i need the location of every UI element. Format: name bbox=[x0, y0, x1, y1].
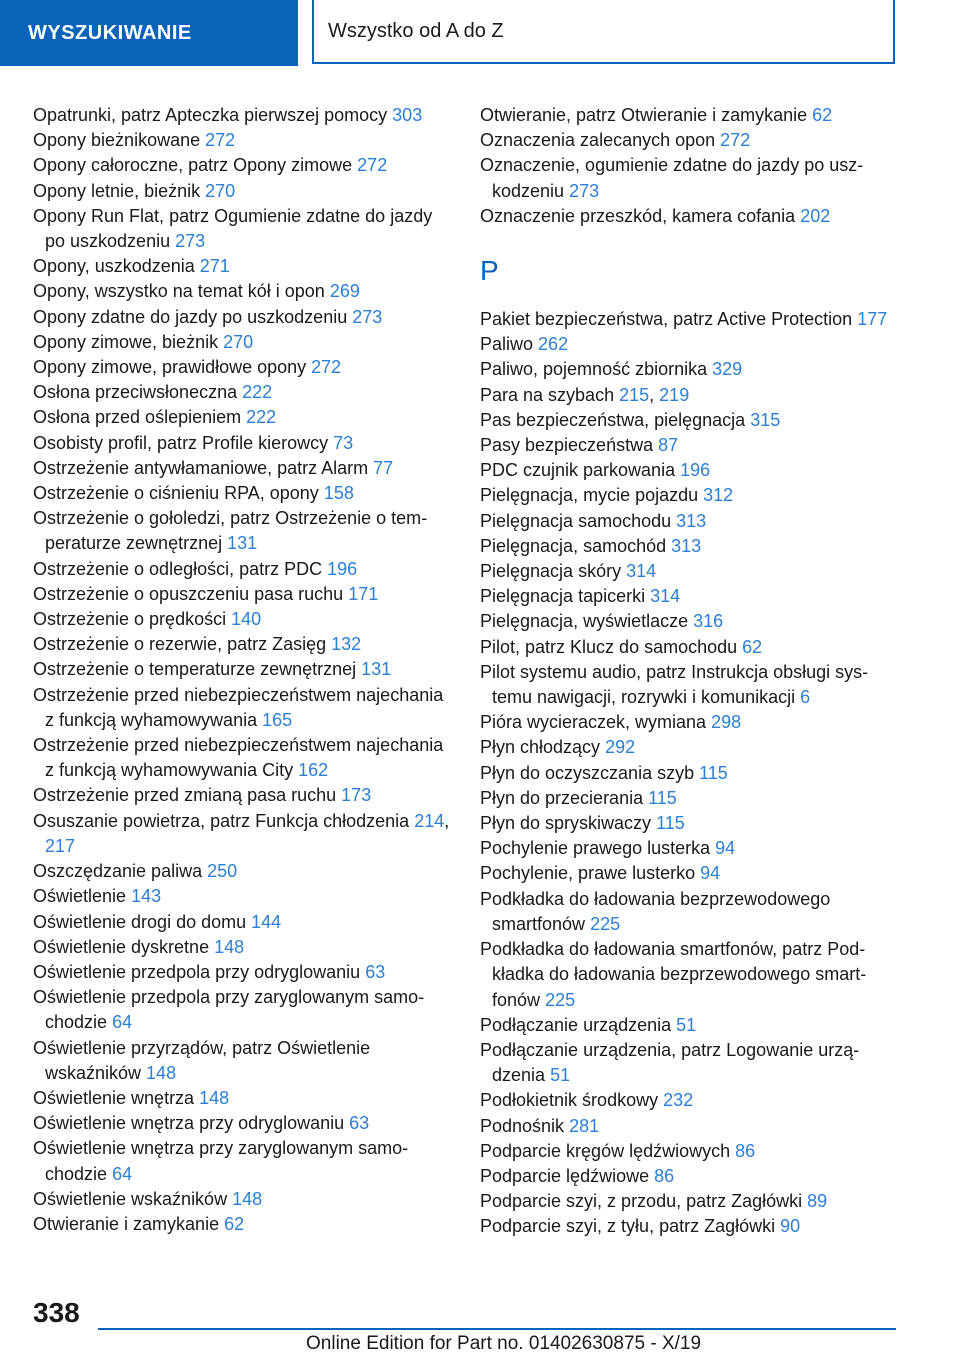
index-entry bbox=[480, 635, 900, 660]
page-link[interactable]: 314 bbox=[626, 561, 657, 582]
section-tab[interactable]: WYSZUKIWANIE bbox=[0, 0, 298, 66]
index-entry-label: Podnośnik bbox=[480, 1115, 565, 1136]
index-entry bbox=[33, 1111, 451, 1136]
index-entry bbox=[480, 458, 900, 483]
index-entry bbox=[33, 557, 451, 582]
index-entry bbox=[480, 937, 900, 1013]
index-entry bbox=[33, 431, 451, 456]
page-link[interactable]: 219 bbox=[659, 384, 690, 405]
index-entry bbox=[480, 1038, 900, 1088]
index-entry bbox=[33, 985, 451, 1035]
index-entry-label: Podłączanie urządzenia, patrz Logowanie urządzenia bbox=[480, 1039, 860, 1086]
index-entry-label: Oznaczenie przeszkód, kamera cofania bbox=[480, 205, 796, 226]
index-entry bbox=[33, 1136, 451, 1186]
footer-edition-text: Online Edition for Part no. 01402630875 - X/19 bbox=[306, 1333, 702, 1354]
index-entry-label: Otwieranie i zamykanie bbox=[33, 1213, 220, 1234]
index-entry bbox=[33, 809, 451, 859]
page-link[interactable]: 86 bbox=[735, 1140, 756, 1161]
page-link[interactable]: 316 bbox=[693, 611, 724, 632]
index-entry-label: Płyn do spryskiwaczy bbox=[480, 813, 652, 834]
index-entry-label: Pielęgnacja tapicerki bbox=[480, 586, 646, 607]
index-entry bbox=[480, 836, 900, 861]
index-entry-label: Podkładka do ładowania smartfonów, patrz Podkładka do ładowania bezprzewodowego smartfonów bbox=[480, 939, 867, 1010]
index-entry-label: Opony, uszkodzenia bbox=[33, 256, 195, 277]
index-entry-label: Ostrzeżenie o temperaturze zewnętrznej bbox=[33, 659, 357, 680]
index-entry-label: Para na szybach bbox=[480, 384, 615, 405]
index-entry-label: Pielęgnacja, samochód bbox=[480, 535, 667, 556]
index-entry-label: Ostrzeżenie antywłamaniowe, patrz Alarm bbox=[33, 457, 369, 478]
index-entry bbox=[33, 910, 451, 935]
index-entry-label: Opony Run Flat, patrz Ogumienie zdatne do jazdy po uszkodzeniu bbox=[33, 205, 433, 252]
index-column-right bbox=[480, 103, 900, 1240]
index-entry-label: Paliwo, pojemność zbiornika bbox=[480, 359, 708, 380]
page-link[interactable]: 63 bbox=[349, 1113, 370, 1134]
page-link[interactable]: 225 bbox=[590, 913, 621, 934]
index-entry bbox=[480, 786, 900, 811]
page-link[interactable]: 222 bbox=[242, 382, 273, 403]
index-column-left bbox=[33, 103, 451, 1237]
page-separator: , bbox=[444, 810, 450, 831]
page-link[interactable]: 64 bbox=[112, 1163, 133, 1184]
page-link[interactable]: 148 bbox=[199, 1087, 230, 1108]
index-entry bbox=[480, 1013, 900, 1038]
index-entry-label: Oznaczenia zalecanych opon bbox=[480, 130, 716, 151]
index-entry bbox=[33, 204, 451, 254]
page-link[interactable]: 87 bbox=[658, 435, 679, 456]
page-link[interactable]: 73 bbox=[333, 432, 354, 453]
index-entry-label: Podłokietnik środkowy bbox=[480, 1090, 659, 1111]
index-entry-label: Ostrzeżenie przed niebezpieczeństwem najechania z funkcją wyhamowywania bbox=[33, 684, 444, 730]
index-entry-label: Oszczędzanie paliwa bbox=[33, 861, 203, 882]
page-link[interactable]: 51 bbox=[550, 1065, 571, 1086]
page-link[interactable]: 273 bbox=[569, 180, 600, 201]
index-entry bbox=[480, 584, 900, 609]
index-entry bbox=[480, 408, 900, 433]
page-link[interactable]: 298 bbox=[711, 712, 742, 733]
page-link[interactable]: 132 bbox=[331, 634, 362, 655]
index-entry bbox=[33, 733, 451, 783]
index-entry bbox=[480, 710, 900, 735]
index-entry bbox=[33, 1086, 451, 1111]
page-link[interactable]: 217 bbox=[45, 835, 76, 856]
index-entry bbox=[33, 128, 451, 153]
index-entry bbox=[480, 1214, 900, 1239]
page-link[interactable]: 131 bbox=[361, 659, 392, 680]
index-entry-label: Ostrzeżenie przed zmianą pasa ruchu bbox=[33, 785, 337, 806]
index-entry bbox=[33, 330, 451, 355]
index-entry-label: Osłona przeciwsłoneczna bbox=[33, 382, 238, 403]
page-link[interactable]: 144 bbox=[251, 911, 282, 932]
index-entry-label: Opony zimowe, prawidłowe opony bbox=[33, 357, 307, 378]
page-link[interactable]: 63 bbox=[365, 961, 386, 982]
page-link[interactable]: 6 bbox=[800, 687, 811, 708]
index-entry bbox=[33, 506, 451, 556]
index-entry bbox=[33, 1187, 451, 1212]
page-link[interactable]: 162 bbox=[298, 760, 329, 781]
index-entry bbox=[480, 609, 900, 634]
index-entry bbox=[33, 179, 451, 204]
index-entry-label: Ostrzeżenie o rezerwie, patrz Zasięg bbox=[33, 634, 327, 655]
index-entry bbox=[33, 279, 451, 304]
index-entry bbox=[33, 582, 451, 607]
index-entry-label: Osobisty profil, patrz Profile kierowcy bbox=[33, 432, 329, 453]
page-link[interactable]: 312 bbox=[703, 485, 734, 506]
page-link[interactable]: 148 bbox=[146, 1062, 177, 1083]
page-link[interactable]: 272 bbox=[205, 130, 236, 151]
index-entry bbox=[33, 380, 451, 405]
index-entry bbox=[33, 683, 451, 733]
page-title: Wszystko od A do Z bbox=[312, 0, 895, 64]
footer-divider bbox=[98, 1328, 896, 1330]
page-link[interactable]: 272 bbox=[311, 357, 342, 378]
page-link[interactable]: 222 bbox=[246, 407, 277, 428]
index-entry bbox=[480, 660, 900, 710]
index-list-left bbox=[33, 103, 451, 1237]
page-link[interactable]: 115 bbox=[699, 762, 728, 783]
index-entry bbox=[480, 1139, 900, 1164]
index-entry-label: Podparcie szyi, z tyłu, patrz Zagłówki bbox=[480, 1216, 776, 1237]
index-list-right-bottom bbox=[480, 307, 900, 1240]
index-entry-label: Podparcie lędźwiowe bbox=[480, 1165, 650, 1186]
index-entry bbox=[33, 960, 451, 985]
index-entry-label: Pilot systemu audio, patrz Instrukcja obsługi systemu nawigacji, rozrywki i komunikacji bbox=[480, 661, 869, 708]
index-entry-label: Oświetlenie wnętrza bbox=[33, 1087, 195, 1108]
index-entry bbox=[33, 632, 451, 657]
index-entry-label: Osuszanie powietrza, patrz Funkcja chłodzenia bbox=[33, 810, 410, 831]
index-entry-label: Pielęgnacja, mycie pojazdu bbox=[480, 485, 699, 506]
page-link[interactable]: 143 bbox=[131, 886, 162, 907]
page-link[interactable]: 165 bbox=[262, 709, 293, 730]
page-link[interactable]: 270 bbox=[205, 180, 236, 201]
page-number: 338 bbox=[33, 1297, 80, 1328]
index-entry-label: Pilot, patrz Klucz do samochodu bbox=[480, 636, 738, 657]
index-entry-label: Opony zdatne do jazdy po uszkodzeniu bbox=[33, 306, 348, 327]
index-entry-label: Paliwo bbox=[480, 334, 534, 355]
page-link[interactable]: 281 bbox=[569, 1115, 600, 1136]
index-entry-label: Oświetlenie przedpola przy odryglowaniu bbox=[33, 961, 361, 982]
page-link[interactable]: 171 bbox=[348, 583, 379, 604]
index-entry-label: Ostrzeżenie o gołoledzi, patrz Ostrzeżenie o temperaturze zewnętrznej bbox=[33, 508, 428, 554]
page-link[interactable]: 271 bbox=[199, 256, 230, 277]
page-link[interactable]: 51 bbox=[676, 1014, 697, 1035]
page-link[interactable]: 89 bbox=[807, 1191, 828, 1212]
index-entry bbox=[480, 761, 900, 786]
index-entry bbox=[33, 884, 451, 909]
page-link[interactable]: 177 bbox=[857, 309, 888, 330]
index-entry-label: Oświetlenie wskaźników bbox=[33, 1188, 228, 1209]
index-entry-label: Pielęgnacja, wyświetlacze bbox=[480, 611, 689, 632]
index-entry-label: Oświetlenie bbox=[33, 886, 127, 907]
index-entry bbox=[480, 1164, 900, 1189]
index-entry bbox=[33, 153, 451, 178]
page-link[interactable]: 313 bbox=[676, 510, 707, 531]
page-link[interactable]: 140 bbox=[231, 609, 262, 630]
index-entry bbox=[33, 1212, 451, 1237]
index-entry bbox=[480, 1114, 900, 1139]
page-link[interactable]: 225 bbox=[545, 989, 576, 1010]
page-link[interactable]: 158 bbox=[323, 483, 354, 504]
index-entry-label: Podłączanie urządzenia bbox=[480, 1014, 672, 1035]
index-entry bbox=[480, 383, 900, 408]
page-link[interactable]: 329 bbox=[712, 359, 743, 380]
page-link[interactable]: 115 bbox=[656, 813, 685, 834]
page-link[interactable]: 64 bbox=[112, 1012, 133, 1033]
index-entry-label: Podparcie kręgów lędźwiowych bbox=[480, 1140, 731, 1161]
index-entry bbox=[33, 607, 451, 632]
index-entry bbox=[480, 307, 900, 332]
page-link[interactable]: 90 bbox=[780, 1216, 801, 1237]
page-link[interactable]: 272 bbox=[357, 155, 388, 176]
index-entry-label: Płyn chłodzący bbox=[480, 737, 601, 758]
page-separator: , bbox=[649, 384, 655, 405]
index-entry bbox=[33, 456, 451, 481]
index-entry-label: Pielęgnacja skóry bbox=[480, 561, 622, 582]
page-link[interactable]: 173 bbox=[341, 785, 372, 806]
page-link[interactable]: 148 bbox=[232, 1188, 263, 1209]
index-entry-label: Oświetlenie przyrządów, patrz Oświetlenie wskaźników bbox=[33, 1037, 371, 1083]
index-entry bbox=[33, 305, 451, 330]
index-entry-label: Opony letnie, bieżnik bbox=[33, 180, 201, 201]
page-link[interactable]: 292 bbox=[605, 737, 636, 758]
index-entry bbox=[480, 357, 900, 382]
page-link[interactable]: 62 bbox=[812, 105, 833, 125]
index-entry bbox=[480, 483, 900, 508]
page-link[interactable]: 232 bbox=[663, 1090, 694, 1111]
index-entry bbox=[480, 861, 900, 886]
page-link[interactable]: 314 bbox=[650, 586, 681, 607]
index-entry bbox=[480, 559, 900, 584]
index-entry-label: Pakiet bezpieczeństwa, patrz Active Protection bbox=[480, 309, 853, 330]
index-entry-label: Oznaczenie, ogumienie zdatne do jazdy po uszkodzeniu bbox=[480, 155, 864, 201]
page-link[interactable]: 148 bbox=[214, 936, 245, 957]
index-entry-label: Ostrzeżenie przed niebezpieczeństwem najechania z funkcją wyhamowywania City bbox=[33, 735, 444, 781]
index-entry-label: Opony całoroczne, patrz Opony zimowe bbox=[33, 155, 353, 176]
page-link[interactable]: 313 bbox=[671, 535, 702, 556]
page-link[interactable]: 77 bbox=[373, 457, 394, 478]
index-entry-label: Pióra wycieraczek, wymiana bbox=[480, 712, 707, 733]
page-link[interactable]: 94 bbox=[700, 863, 721, 884]
index-entry-label: Opony zimowe, bieżnik bbox=[33, 331, 219, 352]
page-link[interactable]: 272 bbox=[720, 130, 751, 151]
page-header bbox=[0, 0, 960, 66]
page-link[interactable]: 315 bbox=[750, 409, 781, 430]
index-entry bbox=[33, 783, 451, 808]
index-entry bbox=[480, 534, 900, 559]
index-entry-label: Podparcie szyi, z przodu, patrz Zagłówki bbox=[480, 1191, 803, 1212]
page-link[interactable]: 215 bbox=[619, 384, 650, 405]
index-entry-label: Pochylenie prawego lusterka bbox=[480, 838, 711, 859]
page-link[interactable]: 94 bbox=[715, 838, 736, 859]
index-entry-label: Płyn do oczyszczania szyb bbox=[480, 762, 695, 783]
page-link[interactable]: 273 bbox=[352, 306, 383, 327]
index-entry bbox=[33, 103, 451, 128]
index-entry-label: PDC czujnik parkowania bbox=[480, 460, 676, 481]
index-entry-label: Osłona przed oślepieniem bbox=[33, 407, 242, 428]
index-entry bbox=[33, 1036, 451, 1086]
index-entry bbox=[33, 355, 451, 380]
index-entry-label: Oświetlenie wnętrza przy zaryglowanym samochodzie bbox=[33, 1138, 409, 1184]
index-entry-label: Ostrzeżenie o odległości, patrz PDC bbox=[33, 558, 323, 579]
index-entry-label: Oświetlenie przedpola przy zaryglowanym samochodzie bbox=[33, 987, 425, 1033]
index-entry-label: Płyn do przecierania bbox=[480, 787, 644, 808]
index-entry-label: Opony bieżnikowane bbox=[33, 130, 201, 151]
index-entry bbox=[480, 887, 900, 937]
page-link[interactable]: 262 bbox=[538, 334, 569, 355]
page-link[interactable]: 62 bbox=[742, 636, 763, 657]
page-link[interactable]: 62 bbox=[224, 1213, 245, 1234]
index-entry-label: Pas bezpieczeństwa, pielęgnacja bbox=[480, 409, 746, 430]
index-entry-label: Pasy bezpieczeństwa bbox=[480, 435, 654, 456]
index-entry bbox=[480, 153, 900, 203]
index-entry bbox=[33, 481, 451, 506]
page-link[interactable]: 250 bbox=[207, 861, 238, 882]
index-entry bbox=[480, 1189, 900, 1214]
index-entry-label: Opony, wszystko na temat kół i opon bbox=[33, 281, 325, 302]
page-link[interactable]: 202 bbox=[800, 205, 831, 226]
index-entry-label: Podkładka do ładowania bezprzewodowego smartfonów bbox=[480, 888, 831, 934]
index-entry-label: Otwieranie, patrz Otwieranie i zamykanie bbox=[480, 105, 808, 125]
page-link[interactable]: 131 bbox=[227, 533, 258, 554]
index-entry bbox=[33, 405, 451, 430]
index-entry-label: Ostrzeżenie o ciśnieniu RPA, opony bbox=[33, 483, 319, 504]
index-entry bbox=[480, 332, 900, 357]
page-link[interactable]: 214 bbox=[414, 810, 445, 831]
index-list-right-top bbox=[480, 103, 900, 229]
index-entry bbox=[480, 1088, 900, 1113]
page-link[interactable]: 196 bbox=[680, 460, 711, 481]
index-entry-label: Opatrunki, patrz Apteczka pierwszej pomocy bbox=[33, 105, 388, 125]
index-entry bbox=[480, 103, 900, 128]
index-entry bbox=[480, 204, 900, 229]
page-link[interactable]: 86 bbox=[654, 1165, 675, 1186]
index-entry bbox=[480, 735, 900, 760]
index-entry-label: Oświetlenie wnętrza przy odryglowaniu bbox=[33, 1113, 345, 1134]
page-link[interactable]: 270 bbox=[223, 331, 254, 352]
index-entry-label: Pochylenie, prawe lusterko bbox=[480, 863, 696, 884]
page-link[interactable]: 273 bbox=[175, 231, 206, 252]
index-entry-label: Ostrzeżenie o prędkości bbox=[33, 609, 227, 630]
page-link[interactable]: 269 bbox=[329, 281, 360, 302]
section-letter-p: P bbox=[480, 255, 499, 287]
index-entry-label: Oświetlenie dyskretne bbox=[33, 936, 210, 957]
index-entry bbox=[480, 433, 900, 458]
page-link[interactable]: 115 bbox=[648, 787, 677, 808]
index-entry-label: Oświetlenie drogi do domu bbox=[33, 911, 247, 932]
index-entry bbox=[33, 935, 451, 960]
index-entry-label: Pielęgnacja samochodu bbox=[480, 510, 672, 531]
index-entry bbox=[480, 509, 900, 534]
index-entry bbox=[33, 657, 451, 682]
index-entry bbox=[480, 811, 900, 836]
index-entry-label: Ostrzeżenie o opuszczeniu pasa ruchu bbox=[33, 583, 344, 604]
page-link[interactable]: 196 bbox=[327, 558, 358, 579]
index-entry bbox=[480, 128, 900, 153]
index-entry bbox=[33, 254, 451, 279]
index-entry bbox=[33, 859, 451, 884]
page-link[interactable]: 303 bbox=[392, 105, 423, 125]
